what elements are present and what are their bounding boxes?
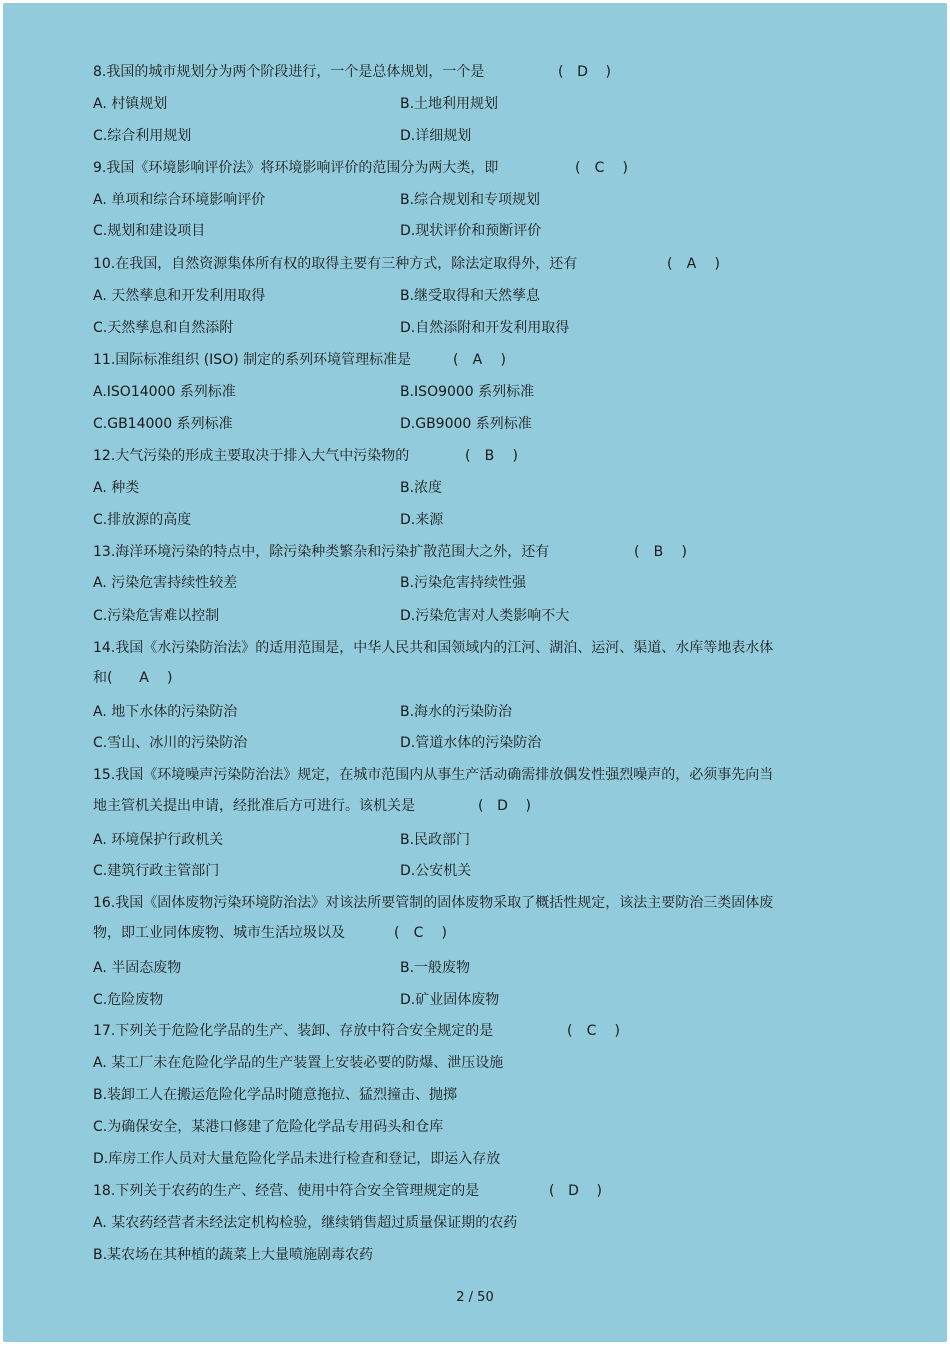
option-d: D.来源: [400, 512, 444, 528]
option-b: B.综合规划和专项规划: [400, 192, 541, 208]
page-number: 2 / 50: [456, 1290, 494, 1305]
option-d: D.矿业固体废物: [400, 992, 500, 1008]
question-stem: 17.下列关于危险化学品的生产、装卸、存放中符合安全规定的是: [93, 1023, 494, 1039]
option-b: B.装卸工人在搬运危险化学品时随意拖拉、猛烈撞击、抛掷: [93, 1087, 458, 1103]
option-c: C.为确保安全，某港口修建了危险化学品专用码头和仓库: [93, 1119, 444, 1135]
option-b: B.海水的污染防治: [400, 704, 513, 720]
question-stem: 12.大气污染的形成主要取决于排入大气中污染物的: [93, 448, 410, 464]
option-b: B.民政部门: [400, 832, 471, 848]
answer-letter: C: [586, 1023, 597, 1039]
option-b: B.污染危害持续性强: [400, 575, 527, 591]
option-a: A.ISO14000 系列标准: [93, 384, 236, 400]
answer-bracket: ( A ): [453, 352, 506, 368]
option-d: D.公安机关: [400, 863, 472, 879]
option-d: D.库房工作人员对大量危险化学品未进行检查和登记，即运入存放: [93, 1151, 501, 1167]
option-a: A. 某农药经营者未经法定机构检验，继续销售超过质量保证期的农药: [93, 1215, 518, 1231]
question-stem: 14.我国《水污染防治法》的适用范围是，中华人民共和国领域内的江河、湖泊、运河、渠道、水库等地表水体: [93, 640, 774, 656]
option-c: C.建筑行政主管部门: [93, 863, 220, 879]
question-stem: 15.我国《环境噪声污染防治法》规定，在城市范围内从事生产活动确需排放偶发性强烈噪声的，必须事先向当: [93, 767, 774, 783]
option-a: A. 地下水体的污染防治: [93, 704, 238, 720]
question-stem: 9.我国《环境影响评价法》将环境影响评价的范围分为两大类，即: [93, 160, 499, 176]
option-a: A. 村镇规划: [93, 96, 168, 112]
question-stem: 10.在我国，自然资源集体所有权的取得主要有三种方式，除法定取得外，还有: [93, 256, 578, 272]
option-d: D.自然添附和开发利用取得: [400, 320, 570, 336]
option-a: A. 污染危害持续性较差: [93, 575, 238, 591]
answer-bracket: ( C ): [394, 925, 447, 941]
answer-bracket: ( D ): [558, 64, 611, 80]
option-b: B.土地利用规划: [400, 96, 499, 112]
option-b: B.继受取得和天然孳息: [400, 288, 541, 304]
option-b: B.某农场在其种植的蔬菜上大量喷施剧毒农药: [93, 1247, 374, 1263]
answer-letter: A: [472, 352, 483, 368]
option-c: C.污染危害难以控制: [93, 608, 220, 624]
answer-bracket: ( B ): [465, 448, 518, 464]
answer-letter: D: [577, 64, 588, 80]
option-c: C.GB14000 系列标准: [93, 416, 233, 432]
question-stem: 13.海洋环境污染的特点中，除污染种类繁杂和污染扩散范围大之外，还有: [93, 544, 550, 560]
option-d: D.详细规划: [400, 128, 472, 144]
answer-bracket: ( D ): [549, 1183, 602, 1199]
answer-bracket: ( C ): [575, 160, 628, 176]
option-c: C.综合利用规划: [93, 128, 192, 144]
answer-letter: C: [413, 925, 424, 941]
answer-bracket: A ): [125, 669, 172, 687]
option-b: B.一般废物: [400, 960, 471, 976]
option-c: C.天然孳息和自然添附: [93, 320, 234, 336]
option-a: A. 单项和综合环境影响评价: [93, 192, 266, 208]
option-d: D.污染危害对人类影响不大: [400, 608, 570, 624]
option-b: B.浓度: [400, 480, 443, 496]
question-stem: 16.我国《固体废物污染环境防治法》对该法所要管制的固体废物采取了概括性规定，该法主要防治三类固体废: [93, 895, 774, 911]
answer-letter: A: [686, 256, 697, 272]
question-stem: 8.我国的城市规划分为两个阶段进行，一个是总体规划，一个是: [93, 64, 485, 80]
answer-letter: A: [139, 670, 149, 686]
answer-letter: B: [653, 544, 664, 560]
answer-letter: B: [484, 448, 495, 464]
question-stem: 18.下列关于农药的生产、经营、使用中符合安全管理规定的是: [93, 1183, 480, 1199]
answer-bracket: ( C ): [567, 1023, 620, 1039]
option-d: D.GB9000 系列标准: [400, 416, 532, 432]
option-a: A. 种类: [93, 480, 140, 496]
option-c: C.规划和建设项目: [93, 223, 206, 239]
answer-letter: D: [568, 1183, 579, 1199]
answer-bracket: ( D ): [478, 798, 531, 814]
option-c: C.雪山、冰川的污染防治: [93, 735, 248, 751]
option-a: A. 某工厂未在危险化学品的生产装置上安装必要的防爆、泄压设施: [93, 1055, 504, 1071]
option-a: A. 环境保护行政机关: [93, 832, 224, 848]
option-d: D.管道水体的污染防治: [400, 735, 542, 751]
answer-bracket: ( B ): [634, 544, 687, 560]
document-page: [3, 3, 947, 1342]
option-b: B.ISO9000 系列标准: [400, 384, 535, 400]
answer-bracket: ( A ): [667, 256, 720, 272]
question-stem-continued: 和(: [93, 670, 113, 686]
option-a: A. 天然孳息和开发利用取得: [93, 288, 266, 304]
option-c: C.排放源的高度: [93, 512, 192, 528]
question-stem-continued: 地主管机关提出申请，经批准后方可进行。该机关是: [93, 798, 415, 814]
answer-letter: C: [594, 160, 605, 176]
option-a: A. 半固态废物: [93, 960, 182, 976]
option-d: D.现状评价和预断评价: [400, 223, 542, 239]
option-c: C.危险废物: [93, 992, 164, 1008]
answer-letter: D: [497, 798, 508, 814]
question-stem-continued: 物，即工业同体废物、城市生活垃圾以及: [93, 925, 345, 941]
question-stem: 11.国际标准组织 (ISO) 制定的系列环境管理标准是: [93, 352, 412, 368]
